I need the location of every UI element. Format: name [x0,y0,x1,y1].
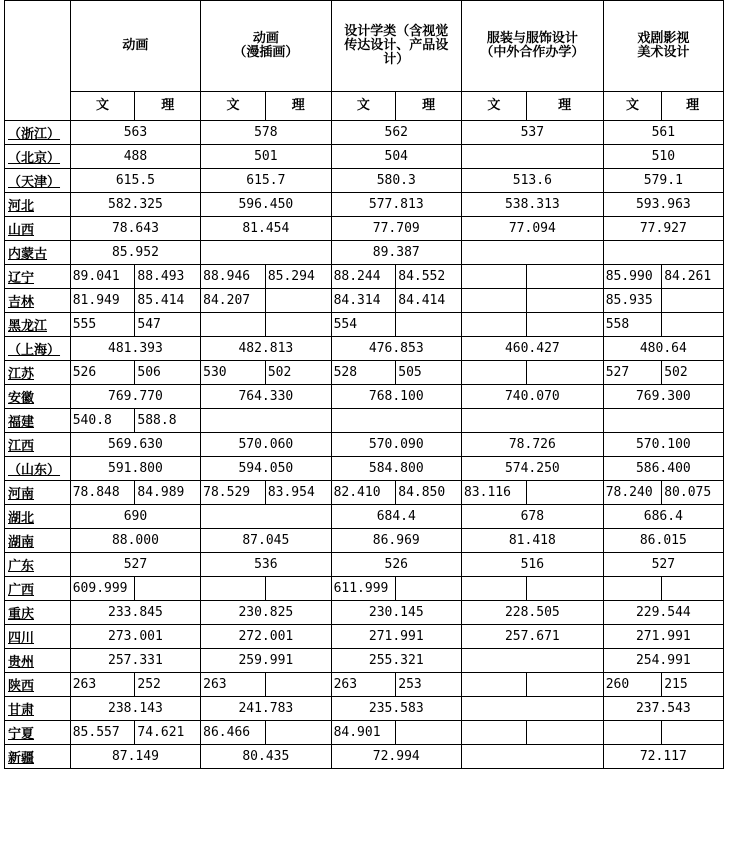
score-cell: 686.4 [603,505,723,529]
score-cell: 558 [603,313,662,337]
score-cell: 547 [135,313,201,337]
score-cell: 615.7 [201,169,331,193]
province-cell: 陕西 [5,673,71,697]
score-cell: 527 [603,553,723,577]
province-cell: 湖南 [5,529,71,553]
score-cell [461,649,603,673]
score-cell: 257.331 [70,649,200,673]
score-cell: 85.294 [265,265,331,289]
corner-cell [5,1,71,121]
col-header-line: 服装与服饰设计 [486,31,578,46]
table-row [5,289,724,313]
score-cell: 77.927 [603,217,723,241]
province-cell: （浙江） [5,121,71,145]
score-cell: 273.001 [70,625,200,649]
score-cell: 684.4 [331,505,461,529]
score-cell: 769.770 [70,385,200,409]
score-cell: 229.544 [603,601,723,625]
table-row [5,577,724,601]
score-cell: 764.330 [201,385,331,409]
col-header-line: 动画 [252,31,279,46]
score-cell: 83.954 [265,481,331,505]
score-cell: 78.240 [603,481,662,505]
score-cell: 228.505 [461,601,603,625]
score-table [4,0,724,769]
table-row [5,217,724,241]
col-header-fashion [461,1,603,92]
score-cell [526,481,603,505]
province-cell: 宁夏 [5,721,71,745]
score-cell [603,577,662,601]
score-cell: 580.3 [331,169,461,193]
province-cell: （上海） [5,337,71,361]
score-cell [201,505,331,529]
score-cell [461,409,603,433]
col-header-line: 戏剧影视 [637,31,690,46]
province-cell: 重庆 [5,601,71,625]
col-header-animation-illustration [201,1,331,92]
table-row [5,361,724,385]
score-cell: 510 [603,145,723,169]
score-cell: 89.041 [70,265,135,289]
score-cell: 84.414 [396,289,462,313]
sub-header-li: 理 [526,92,603,121]
province-cell: 山西 [5,217,71,241]
score-cell [265,577,331,601]
sub-header-wen: 文 [70,92,135,121]
score-cell [201,577,266,601]
score-cell [603,241,723,265]
score-cell: 260 [603,673,662,697]
score-cell: 85.414 [135,289,201,313]
province-cell: 河南 [5,481,71,505]
score-cell: 582.325 [70,193,200,217]
score-cell: 88.244 [331,265,396,289]
score-cell: 740.070 [461,385,603,409]
score-cell: 77.094 [461,217,603,241]
score-cell: 84.207 [201,289,266,313]
score-cell: 569.630 [70,433,200,457]
score-cell: 254.991 [603,649,723,673]
table-row [5,433,724,457]
table-row [5,601,724,625]
province-cell: （山东） [5,457,71,481]
score-cell: 502 [662,361,724,385]
score-cell [396,721,462,745]
score-cell: 84.989 [135,481,201,505]
score-cell: 78.726 [461,433,603,457]
score-cell [526,313,603,337]
table-row [5,337,724,361]
score-cell: 502 [265,361,331,385]
score-cell: 577.813 [331,193,461,217]
table-row [5,265,724,289]
score-cell: 504 [331,145,461,169]
score-cell: 594.050 [201,457,331,481]
province-cell: 江西 [5,433,71,457]
score-cell: 263 [331,673,396,697]
table-row [5,193,724,217]
score-cell [201,241,331,265]
score-cell: 255.321 [331,649,461,673]
table-row [5,721,724,745]
score-cell [461,577,526,601]
score-cell: 230.825 [201,601,331,625]
province-cell: （天津） [5,169,71,193]
score-cell [603,409,723,433]
score-cell: 579.1 [603,169,723,193]
score-cell: 615.5 [70,169,200,193]
score-cell: 259.991 [201,649,331,673]
score-cell [603,721,662,745]
score-cell [662,313,724,337]
score-cell: 86.466 [201,721,266,745]
score-cell: 527 [70,553,200,577]
score-cell [526,361,603,385]
table-row [5,385,724,409]
province-cell: 内蒙古 [5,241,71,265]
province-cell: 河北 [5,193,71,217]
col-header-line: 计） [383,52,410,67]
score-cell [526,265,603,289]
province-cell: 湖北 [5,505,71,529]
score-cell [135,577,201,601]
score-cell: 215 [662,673,724,697]
sub-header-li: 理 [265,92,331,121]
col-header-drama-art [603,1,723,92]
score-cell: 78.848 [70,481,135,505]
score-cell: 263 [70,673,135,697]
table-row [5,457,724,481]
table-row [5,505,724,529]
score-cell: 538.313 [461,193,603,217]
score-cell: 81.949 [70,289,135,313]
sub-header-wen: 文 [331,92,396,121]
col-header-line: 美术设计 [637,45,690,60]
table-row [5,745,724,769]
province-cell: 辽宁 [5,265,71,289]
sub-header-li: 理 [662,92,724,121]
score-cell [265,313,331,337]
score-cell: 586.400 [603,457,723,481]
score-cell: 555 [70,313,135,337]
score-cell: 233.845 [70,601,200,625]
score-cell: 80.435 [201,745,331,769]
score-cell: 84.552 [396,265,462,289]
score-cell: 513.6 [461,169,603,193]
col-header-animation [70,1,200,92]
score-cell: 574.250 [461,457,603,481]
sub-header-wen: 文 [461,92,526,121]
score-cell: 238.143 [70,697,200,721]
score-cell [331,409,461,433]
table-row [5,529,724,553]
col-header-line: 传达设计、产品设 [344,38,449,53]
score-cell: 83.116 [461,481,526,505]
col-header-line: 动画 [122,38,149,53]
province-cell: 甘肃 [5,697,71,721]
col-header-line: （漫插画） [233,45,299,60]
table-row [5,673,724,697]
score-cell: 570.060 [201,433,331,457]
score-cell: 562 [331,121,461,145]
table-body [5,121,724,769]
score-cell: 84.261 [662,265,724,289]
score-cell: 85.952 [70,241,200,265]
score-cell [461,289,526,313]
score-cell [265,721,331,745]
score-cell: 578 [201,121,331,145]
score-cell: 78.643 [70,217,200,241]
score-cell: 88.493 [135,265,201,289]
score-cell: 526 [331,553,461,577]
score-cell: 527 [603,361,662,385]
score-cell [662,577,724,601]
score-cell: 488 [70,145,200,169]
score-cell [662,289,724,313]
score-cell: 476.853 [331,337,461,361]
sub-header-li: 理 [135,92,201,121]
score-cell [526,289,603,313]
col-header-line: 设计学类（含视觉 [344,24,449,39]
score-cell: 530 [201,361,266,385]
score-cell: 526 [70,361,135,385]
score-cell: 584.800 [331,457,461,481]
score-cell: 80.075 [662,481,724,505]
score-cell [461,673,526,697]
province-cell: 江苏 [5,361,71,385]
score-cell: 84.314 [331,289,396,313]
score-cell: 482.813 [201,337,331,361]
score-cell: 505 [396,361,462,385]
score-cell: 82.410 [331,481,396,505]
score-cell [265,673,331,697]
sub-header-wen: 文 [603,92,662,121]
score-cell: 536 [201,553,331,577]
score-cell: 87.045 [201,529,331,553]
score-cell: 593.963 [603,193,723,217]
province-cell: 新疆 [5,745,71,769]
score-cell: 501 [201,145,331,169]
province-cell: 贵州 [5,649,71,673]
score-cell: 237.543 [603,697,723,721]
score-cell: 78.529 [201,481,266,505]
score-cell [461,265,526,289]
score-cell: 272.001 [201,625,331,649]
table-row [5,313,724,337]
score-cell: 690 [70,505,200,529]
score-cell: 481.393 [70,337,200,361]
score-cell: 537 [461,121,603,145]
score-cell [461,721,526,745]
score-cell: 460.427 [461,337,603,361]
score-cell: 84.850 [396,481,462,505]
score-cell: 252 [135,673,201,697]
score-cell: 84.901 [331,721,396,745]
score-cell: 271.991 [331,625,461,649]
table-row [5,649,724,673]
table-row [5,169,724,193]
score-cell [461,745,603,769]
score-cell: 506 [135,361,201,385]
province-cell: 黑龙江 [5,313,71,337]
score-cell [265,289,331,313]
score-cell: 72.117 [603,745,723,769]
score-cell: 561 [603,121,723,145]
subheader-row [5,92,724,121]
score-cell: 563 [70,121,200,145]
table-row [5,241,724,265]
score-cell: 86.969 [331,529,461,553]
score-cell: 85.990 [603,265,662,289]
province-cell: 吉林 [5,289,71,313]
score-cell [526,577,603,601]
score-cell: 85.557 [70,721,135,745]
score-cell: 588.8 [135,409,201,433]
table-row [5,121,724,145]
province-cell: （北京） [5,145,71,169]
score-cell: 87.149 [70,745,200,769]
table-row [5,625,724,649]
table-row [5,145,724,169]
score-cell [461,145,603,169]
score-cell [662,721,724,745]
header-row [5,1,724,92]
score-cell: 609.999 [70,577,135,601]
score-cell: 230.145 [331,601,461,625]
score-cell: 528 [331,361,396,385]
score-cell [526,673,603,697]
province-cell: 四川 [5,625,71,649]
score-cell: 678 [461,505,603,529]
table-row [5,481,724,505]
score-cell [201,409,331,433]
score-cell: 611.999 [331,577,396,601]
sub-header-wen: 文 [201,92,266,121]
score-cell: 263 [201,673,266,697]
score-cell: 235.583 [331,697,461,721]
score-cell [461,361,526,385]
score-cell [461,697,603,721]
province-cell: 安徽 [5,385,71,409]
score-cell: 769.300 [603,385,723,409]
score-cell [461,241,603,265]
score-cell: 257.671 [461,625,603,649]
province-cell: 广东 [5,553,71,577]
score-cell: 768.100 [331,385,461,409]
score-cell: 516 [461,553,603,577]
score-cell: 86.015 [603,529,723,553]
score-cell: 570.100 [603,433,723,457]
score-cell: 591.800 [70,457,200,481]
score-cell [201,313,266,337]
score-cell [461,313,526,337]
score-cell: 480.64 [603,337,723,361]
score-cell: 596.450 [201,193,331,217]
score-cell: 88.946 [201,265,266,289]
score-cell: 85.935 [603,289,662,313]
score-cell: 241.783 [201,697,331,721]
score-cell: 253 [396,673,462,697]
sub-header-li: 理 [396,92,462,121]
score-cell [396,313,462,337]
score-cell: 554 [331,313,396,337]
score-cell: 72.994 [331,745,461,769]
col-header-design [331,1,461,92]
score-cell: 271.991 [603,625,723,649]
score-cell: 81.454 [201,217,331,241]
score-cell: 88.000 [70,529,200,553]
col-header-line: （中外合作办学） [480,45,585,60]
score-cell: 89.387 [331,241,461,265]
table-row [5,553,724,577]
score-cell: 81.418 [461,529,603,553]
score-cell [396,577,462,601]
score-cell: 540.8 [70,409,135,433]
score-cell: 570.090 [331,433,461,457]
score-cell: 74.621 [135,721,201,745]
table-row [5,697,724,721]
table-row [5,409,724,433]
score-cell: 77.709 [331,217,461,241]
province-cell: 广西 [5,577,71,601]
province-cell: 福建 [5,409,71,433]
score-cell [526,721,603,745]
